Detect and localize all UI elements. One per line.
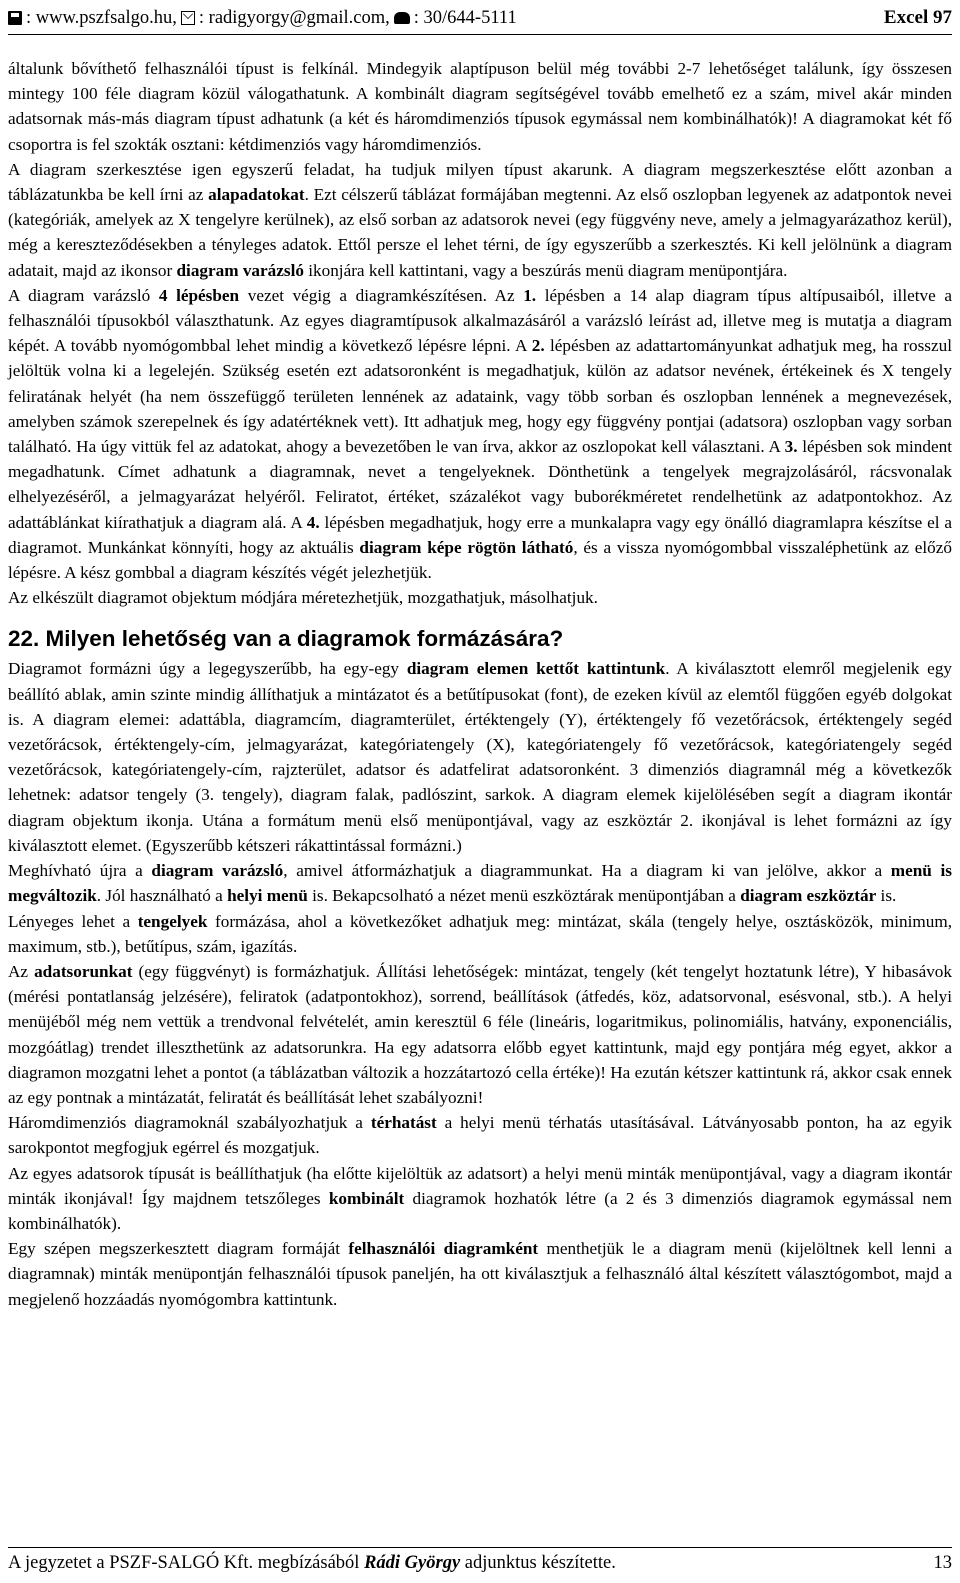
bold-term: 2. (531, 336, 545, 356)
text-run: . A kiválasztott elemről megjelenik egy beállító ablak, amin szinte mindig állíthatjuk a mintázatot és a betűtípusokat (font), de ezeken kívül az elemtől függően egyéb dolgokat is. A diagram elemei: adattábla, diagramcím, diagramterület, értéktengely (Y), értéktengely fő vezetőrácsok, értéktengely segéd vezetőrácsok, értéktengely-cím, jelmagyarázat, kategóriatengely (X), kategóriatengely fő vezetőrácsok, kategóriatengely segéd vezetőrácsok, kategóriatengely-cím, rajzterület, adatsor és adatfelirat adatsoronként. 3 dimenziós diagramnál még a következők lehetnek: adatsor tengely (3. tengely), diagram falak, padlószint, sarkok. A diagram elemek kijelölésében segít a diagram ikontár diagram objektum ikonja. Utána a formátum menü első menüpontjával, vagy az eszköztár 2. ikonjával is lehet formázni az így kiválasztott elemet. (Egyszerűbb kétszeri rákattintással formázni.) (8, 659, 953, 855)
text-run: Diagramot formázni úgy a legegyszerűbb, ha egy-egy (8, 659, 407, 679)
page-content (8, 56, 952, 1312)
paragraph (8, 959, 952, 1110)
bold-term: diagram elemen kettőt kattintunk (406, 659, 666, 679)
bold-term: adatsorunkat (34, 961, 133, 981)
paragraph (8, 585, 952, 610)
text-run: Az elkészült diagramot objektum módjára méretezhetjük, mozgathatjuk, másolhatjuk. (8, 588, 598, 608)
text-run: lépésben a 14 alap diagram típus altípusaiból, illetve a felhasználói típusokból választhatunk. Az egyes diagramtípusok alkalmazásáról a varázsló leírást ad, illetve meg is mutatja a diagram képét. A tovább nyomógombbal lehet mindig a következő lépésre lépni. A (8, 285, 952, 356)
text-run: Háromdimenziós diagramoknál szabályozhatjuk a (8, 1113, 371, 1133)
header-contact (8, 8, 517, 29)
paragraph (8, 909, 952, 959)
page-header (8, 2, 952, 35)
disk-icon (8, 11, 22, 25)
body-text-part2 (8, 656, 952, 1311)
bold-term: 4 lépésben (158, 285, 240, 305)
bold-term: felhasználói diagramként (348, 1239, 539, 1259)
mail-icon (181, 11, 195, 25)
page-footer (8, 1547, 952, 1578)
paragraph (8, 1236, 952, 1312)
text-run: lépésben sok mindent megadhatunk. Címet adhatunk a diagramnak, nevet a tengelyeknek. Dönthetünk a tengelyek megrajzolásáról, rácsvonalak elhelyezéséről, a jelmagyarázat helyéről. Feliratot, értéket, százalékot vagy buborékméretet rendelhetünk az adatpontokhoz. Az adattáblánkat kiírathatjuk a diagram alá. A (8, 437, 952, 532)
bold-term: helyi menü (227, 886, 308, 906)
footer-text: A jegyzetet a PSZF-SALGÓ Kft. megbízásából (8, 1552, 365, 1573)
text-run: formázása, ahol a következőket adhatjuk meg: mintázat, skála (tengely helye, osztásközök, minimum, maximum, stb.), betűtípus, szám, igazítás. (8, 911, 952, 956)
text-run: általunk bővíthető felhasználói típust is felkínál. Mindegyik alaptípuson belül még további 2-7 lehetőséget találunk, így összesen mintegy 100 féle diagram közül válogathatunk. A kombinált diagram segítségével tovább emelhető ez a szám, mivel akár minden adatsornak más-más diagram típust adhatunk (a két és háromdimenziós típusok egymással nem kombinálhatók)! A diagramokat két fő csoportra is fel szokták osztani: kétdimenziós vagy háromdimenziós. (8, 59, 952, 154)
text-run: Egy szépen megszerkesztett diagram formáját (8, 1239, 349, 1259)
bold-term: 3. (784, 437, 798, 457)
bold-term: menü is megváltozik (8, 861, 952, 906)
text-run: lépésben megadhatjuk, hogy erre a munkalapra vagy egy önálló diagramlapra készítse el a diagramot. Munkánkat könnyíti, hogy az aktuális (8, 512, 952, 557)
text-run: ikonjára kell kattintani, vagy a beszúrás menü diagram menüpontjára. (303, 260, 788, 280)
header-program: Excel 97 (883, 7, 952, 28)
bold-term: 1. (523, 285, 537, 305)
text-run: vezet végig a diagramkészítésen. Az (239, 285, 524, 305)
text-run: lépésben az adattartományunkat adhatjuk meg, ha rosszul jelöltük volna ki a legelején. Szükség esetén ezt adatsoronként is megadhatjuk, külön az adatsor nevének, értékeinek és X tengely feliratának helyét (ha nem összefüggő területen lennének az adataink, vagy több sorban és oszlopban lennének a megnevezések, amelyben számok szerepelnek és így adatértéknek vett). Itt adhatjuk meg, hogy egy függvény pontjai (adatsora) oszlopban vagy sorban található. Ha úgy vittük fel az adatokat, ahogy a bevezetőben le van írva, akkor az oszlopokat kell választani. A (8, 336, 952, 457)
paragraph (8, 1161, 952, 1237)
paragraph (8, 283, 952, 585)
footer-credit (8, 1553, 616, 1574)
phone-icon (394, 12, 410, 24)
bold-term: kombinált (328, 1188, 405, 1208)
text-run: A diagram szerkesztése igen egyszerű feladat, ha tudjuk milyen típust akarunk. A diagram megszerkesztése előtt azonban a táblázatunkba be kell írni az (8, 159, 952, 205)
bold-term: diagram képe rögtön látható (359, 537, 574, 557)
header-web: : www.pszfsalgo.hu, (26, 7, 177, 28)
footer-text-end: adjunktus készítette. (460, 1552, 616, 1573)
paragraph (8, 1110, 952, 1160)
text-run: A diagram varázsló (8, 285, 159, 305)
text-run: , amivel átformázhatjuk a diagrammunkat. Ha a diagram ki van jelölve, akkor a (283, 861, 891, 881)
bold-term: térhatást (370, 1113, 437, 1133)
text-run: Meghívható újra a (8, 861, 152, 881)
text-run: menthetjük le a diagram menü (kijelöltnek kell lenni a diagramnak) minták menüpontján felhasználói típusok paneljén, ha ott kiválasztjuk a felhasználó által készített választógombot, majd a megjelenő hozzáadás nyomógombra kattintunk. (8, 1239, 952, 1309)
header-phone: : 30/644-5111 (413, 7, 517, 28)
text-run: . Ezt célszerű táblázat formájában megtenni. Az első oszlopban legyenek az adatpontok nevei (kategóriák, amelyek az X tengelyre kerülnek), az első sorban az adatsorok nevei (egy függvény neve, amely a jelmagyarázathoz kerül), még a kereszteződésekben a tényleges adatok. Ettől persze el lehet térni, de így egyszerűbb a szerkesztés. Ki kell jelölnünk a diagram adatait, majd az ikonsor (8, 185, 952, 280)
text-run: a helyi menü térhatás utasításával. Látványosabb ponton, ha az egyik sarokpontot megfogjuk egérrel és mozgatjuk. (8, 1113, 952, 1158)
header-email: : radigyorgy@gmail.com, (198, 7, 390, 28)
text-run: is. (876, 886, 897, 906)
text-run: diagramok hozhatók létre (a 2 és 3 dimenziós diagramok egymással nem kombinálhatók). (8, 1188, 952, 1233)
text-run: Lényeges lehet a (8, 911, 138, 931)
text-run: Az egyes adatsorok típusát is beállíthatjuk (ha előtte kijelöltük az adatsort) a helyi menü minták menüpontjával, vagy a diagram ikontár minták ikonjával! Így majdnem tetszőleges (8, 1163, 952, 1208)
page-number: 13 (933, 1552, 952, 1573)
text-run: . Jól használható a (96, 886, 228, 906)
text-run: (egy függvényt) is formázhatjuk. Állítási lehetőségek: mintázat, tengely (két tengelyt hoztatunk létre), Y hibasávok (mérési pontatlanság jelzésére), feliratok (adatpontokhoz), sorrend, beállítások (átfedés, köz, adatsorvonal, esésvonal, stb.). A helyi menüjéből még nem vettük a trendvonal felvételét, amin keresztül 6 féle (lineáris, logaritmikus, polinomiális, hatvány, exponenciális, mozgóátlag) trendet illeszthetünk az adatsorunkra. Ha egy adatsorra előbb egyet kattintunk, majd egy pontjára még egyet, akkor a diagramon mozgatni lehet a pontot (a táblázatban változik a hozzátartozó cella értéke)! Ha ezután kétszer kattintunk rá, akkor csak ennek az egy pontnak a mintázatát, feliratát és beállítását lehet szabályozni! (8, 961, 952, 1107)
text-run: , és a vissza nyomógombbal visszaléphetünk az előző lépésre. A kész gombbal a diagram készítés végét jelezhetjük. (8, 537, 952, 583)
bold-term: tengelyek (137, 911, 208, 931)
bold-term: diagram varázsló (176, 260, 304, 280)
bold-term: diagram varázsló (151, 861, 284, 881)
bold-term: 4. (306, 512, 320, 532)
paragraph (8, 56, 952, 157)
footer-author: Rádi György (364, 1552, 461, 1573)
paragraph (8, 656, 952, 858)
bold-term: alapadatokat (208, 185, 305, 205)
body-text-part1 (8, 56, 952, 610)
text-run: Az (8, 961, 35, 981)
paragraph (8, 858, 952, 908)
section-heading: 22. Milyen lehetőség van a diagramok formázására? (8, 626, 564, 652)
bold-term: diagram eszköztár (740, 886, 877, 906)
text-run: is. Bekapcsolható a nézet menü eszköztárak menüpontjában a (307, 886, 741, 906)
paragraph (8, 157, 952, 283)
